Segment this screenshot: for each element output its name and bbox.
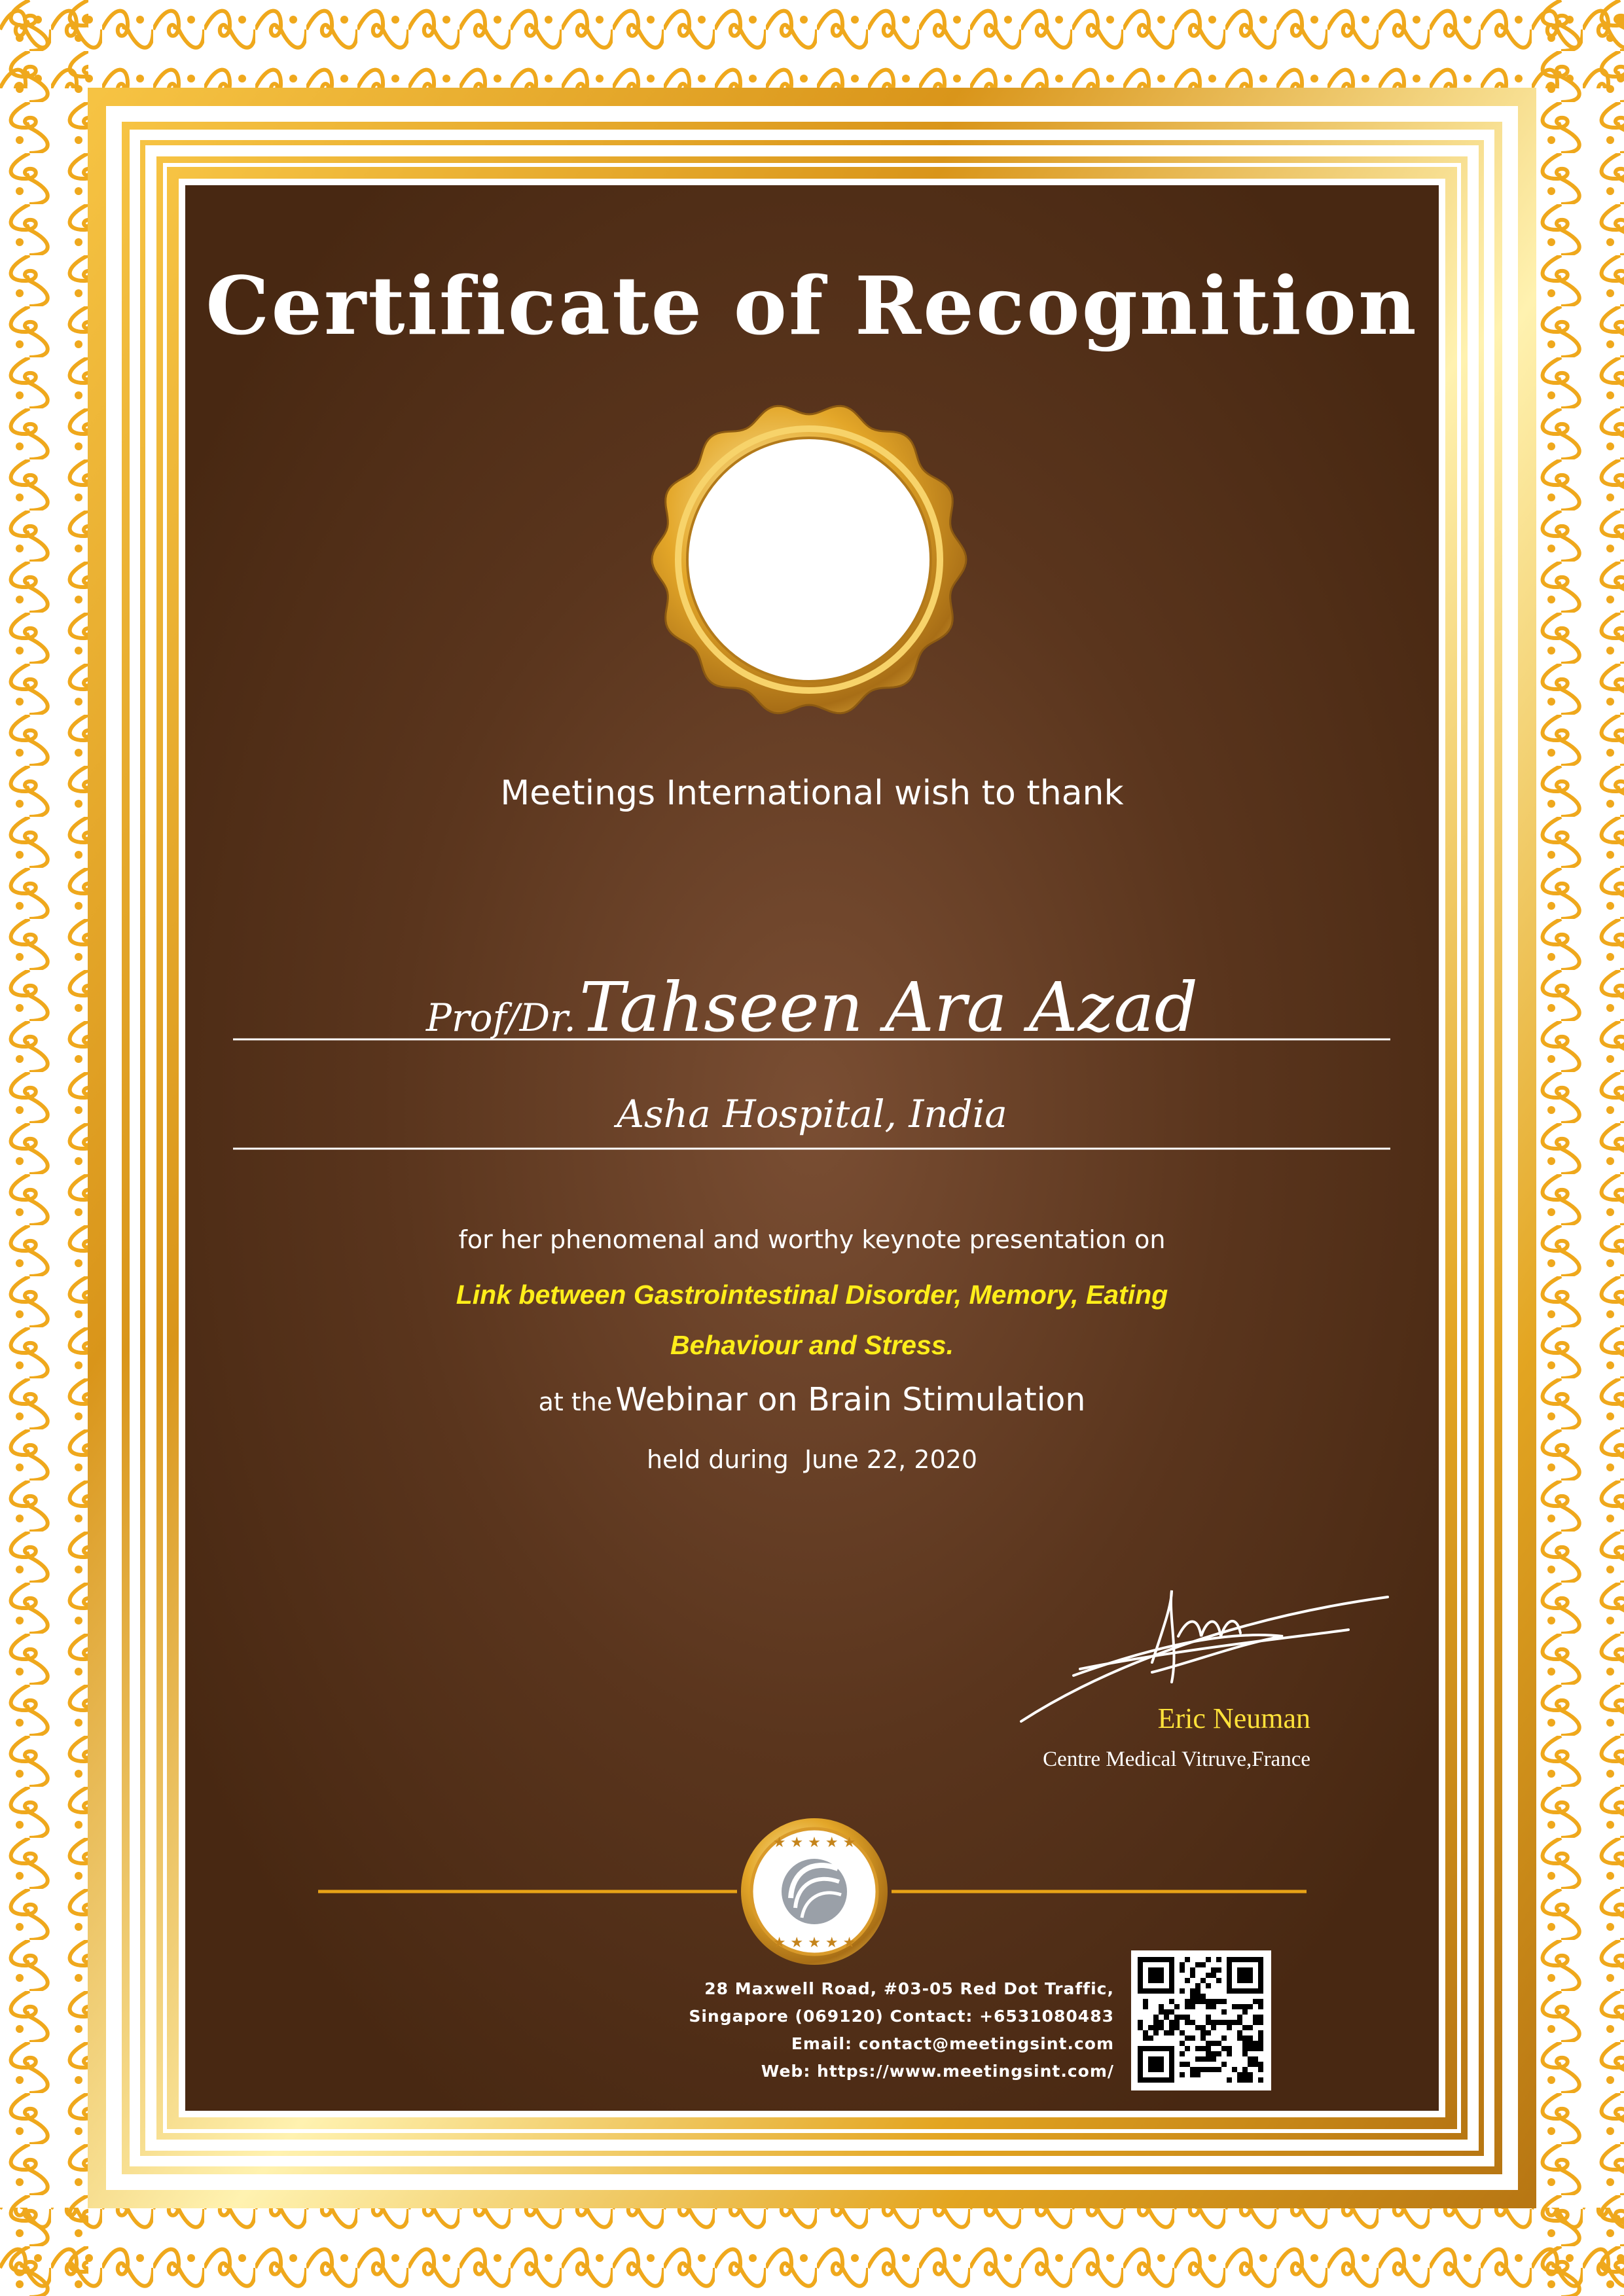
event-name: Webinar on Brain Stimulation bbox=[615, 1381, 1086, 1418]
event-date: June 22, 2020 bbox=[804, 1445, 978, 1474]
svg-text:★ ★ ★ ★ ★: ★ ★ ★ ★ ★ bbox=[772, 1835, 856, 1851]
held-prefix: held during bbox=[646, 1445, 789, 1474]
presentation-intro: for her phenomenal and worthy keynote presentation on bbox=[458, 1225, 1166, 1254]
signer-organization: Centre Medical Vitruve,France bbox=[1043, 1748, 1310, 1771]
held-line bbox=[196, 1445, 1428, 1474]
intro-line: Meetings International wish to thank bbox=[500, 774, 1124, 813]
presentation-topic-line-1: Link between Gastrointestinal Disorder, Memory, Eating bbox=[456, 1280, 1168, 1310]
meetings-international-logo-icon bbox=[741, 1818, 888, 1965]
signer-name: Eric Neuman bbox=[1157, 1702, 1310, 1734]
recipient-prefix: Prof/Dr. bbox=[425, 996, 576, 1040]
svg-text:★ ★ ★ ★ ★: ★ ★ ★ ★ ★ bbox=[772, 1935, 856, 1951]
recipient-affiliation: Asha Hospital, India bbox=[617, 1092, 1007, 1136]
email-link[interactable]: Email: contact@meetingsint.com bbox=[791, 2034, 1114, 2053]
address-line-1: 28 Maxwell Road, #03-05 Red Dot Traffic, bbox=[704, 1979, 1114, 1998]
recipient-row bbox=[196, 967, 1428, 1047]
address-line-2: Singapore (069120) Contact: +6531080483 bbox=[689, 2007, 1114, 2026]
presentation-topic-line-2: Behaviour and Stress. bbox=[670, 1330, 954, 1360]
event-prefix: at the bbox=[538, 1388, 613, 1416]
qr-code-icon bbox=[1131, 1950, 1271, 2090]
web-link[interactable]: Web: https://www.meetingsint.com/ bbox=[761, 2062, 1114, 2081]
event-row bbox=[196, 1381, 1428, 1418]
certificate-title: Certificate of Recognition bbox=[206, 259, 1418, 353]
recipient-name: Tahseen Ara Azad bbox=[579, 967, 1199, 1047]
